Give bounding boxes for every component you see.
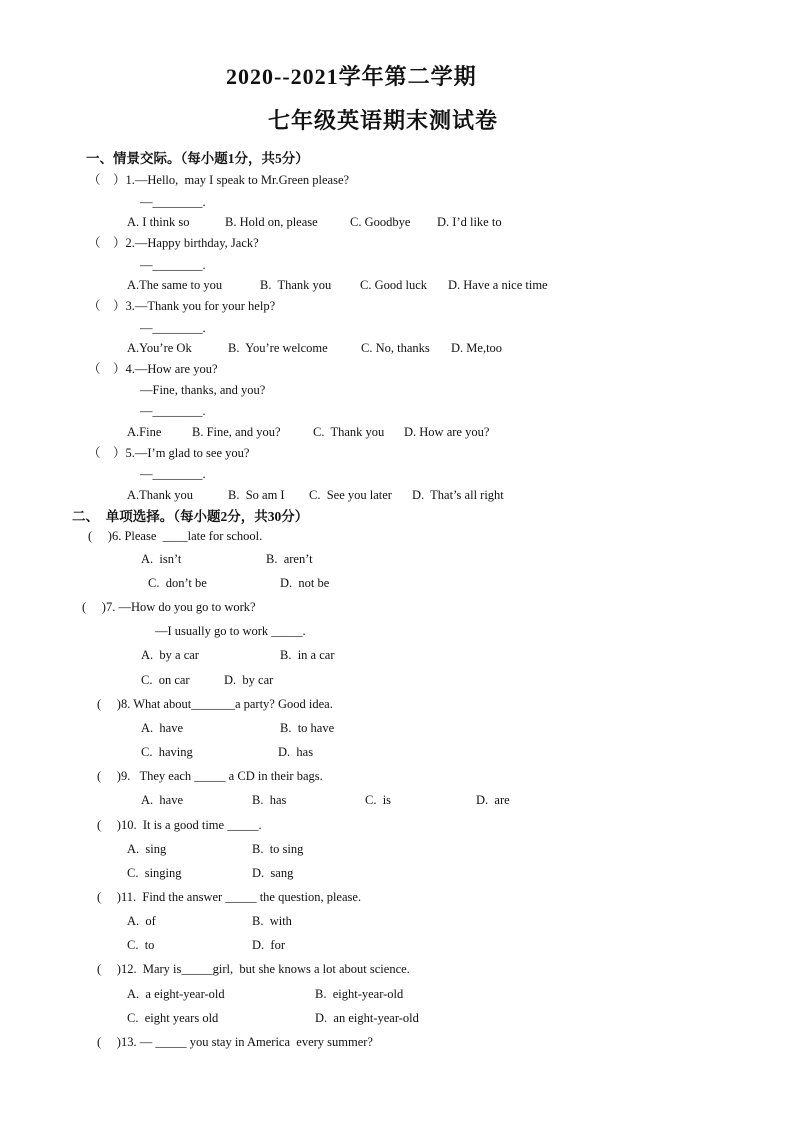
section-2-heading: 二、 单项选择。（每小题2分，共30分） — [72, 509, 309, 524]
question-9-option-a: A. have — [141, 793, 183, 807]
question-8-option-c: C. having — [141, 745, 193, 759]
question-13-stem: ( )13. — _____ you stay in America every summer? — [97, 1035, 373, 1049]
question-10-option-b: B. to sing — [252, 842, 304, 856]
question-1-answer-line: —________. — [140, 195, 206, 209]
question-9-option-c: C. is — [365, 793, 392, 807]
question-6-stem: ( )6. Please ____late for school. — [88, 529, 263, 543]
question-12-option-d: D. an eight-year-old — [315, 1011, 419, 1025]
question-12-option-c: C. eight years old — [127, 1011, 219, 1025]
question-5-option-c: C. See you later — [309, 488, 392, 502]
question-7-option-a: A. by a car — [141, 648, 199, 662]
question-5-option-b: B. So am I — [228, 488, 285, 502]
question-3-option-c: C. No, thanks — [361, 341, 430, 355]
question-5-option-d: D. That’s all right — [412, 488, 504, 502]
question-8-option-b: B. to have — [280, 721, 335, 735]
question-7-dialog-line: —I usually go to work _____. — [155, 624, 306, 638]
question-4-stem: （ ）4.—How are you? — [88, 362, 218, 376]
question-4-option-c: C. Thank you — [313, 425, 385, 439]
question-4-option-d: D. How are you? — [404, 425, 490, 439]
question-3-answer-line: —________. — [140, 321, 206, 335]
question-1-option-d: D. I’d like to — [437, 215, 502, 229]
question-7-option-c: C. on car — [141, 673, 190, 687]
question-11-stem: ( )11. Find the answer _____ the question, please. — [97, 890, 362, 904]
exam-title-subject: 七年级英语期末测试卷 — [268, 108, 499, 133]
question-11-option-c: C. to — [127, 938, 155, 952]
question-2-option-c: C. Good luck — [360, 278, 428, 292]
section-1-heading: 一、情景交际。（每小题1分，共5分） — [86, 151, 309, 166]
question-10-option-c: C. singing — [127, 866, 182, 880]
question-3-option-b: B. You’re welcome — [228, 341, 328, 355]
question-10-stem: ( )10. It is a good time _____. — [97, 818, 262, 832]
question-2-option-a: A.The same to you — [127, 278, 223, 292]
question-1-option-c: C. Goodbye — [350, 215, 411, 229]
question-6-option-c: C. don’t be — [148, 576, 207, 590]
question-6-option-a: A. isn’t — [141, 552, 182, 566]
question-5-answer-line: —________. — [140, 467, 206, 481]
question-7-stem: ( )7. —How do you go to work? — [82, 600, 256, 614]
question-1-option-b: B. Hold on, please — [225, 215, 318, 229]
question-10-option-a: A. sing — [127, 842, 167, 856]
question-5-stem: （ ）5.—I’m glad to see you? — [88, 446, 250, 460]
question-11-option-d: D. for — [252, 938, 285, 952]
question-8-option-a: A. have — [141, 721, 183, 735]
question-1-stem: （ ）1.—Hello, may I speak to Mr.Green please? — [88, 173, 350, 187]
question-6-option-b: B. aren’t — [266, 552, 313, 566]
question-6-option-d: D. not be — [280, 576, 330, 590]
exam-title-year: 2020--2021学年第二学期 — [226, 64, 477, 89]
question-7-option-d: D. by car — [224, 673, 274, 687]
question-9-stem: ( )9. They each _____ a CD in their bags. — [97, 769, 323, 783]
question-3-option-a: A.You’re Ok — [127, 341, 192, 355]
question-3-stem: （ ）3.—Thank you for your help? — [88, 299, 276, 313]
question-8-stem: ( )8. What about_______a party? Good idea. — [97, 697, 333, 711]
question-2-stem: （ ）2.—Happy birthday, Jack? — [88, 236, 259, 250]
question-11-option-a: A. of — [127, 914, 156, 928]
question-3-option-d: D. Me,too — [451, 341, 503, 355]
question-12-stem: ( )12. Mary is_____girl, but she knows a lot about science. — [97, 962, 410, 976]
question-2-answer-line: —________. — [140, 258, 206, 272]
question-10-option-d: D. sang — [252, 866, 294, 880]
question-11-option-b: B. with — [252, 914, 292, 928]
question-4-option-a: A.Fine — [127, 425, 162, 439]
question-4-option-b: B. Fine, and you? — [192, 425, 281, 439]
question-8-option-d: D. has — [278, 745, 314, 759]
question-2-option-b: B. Thank you — [260, 278, 332, 292]
question-12-option-b: B. eight-year-old — [315, 987, 404, 1001]
question-1-option-a: A. I think so — [127, 215, 190, 229]
question-7-option-b: B. in a car — [280, 648, 335, 662]
question-9-option-b: B. has — [252, 793, 287, 807]
question-9-option-d: D. are — [476, 793, 510, 807]
question-2-option-d: D. Have a nice time — [448, 278, 548, 292]
question-5-option-a: A.Thank you — [127, 488, 193, 502]
question-12-option-a: A. a eight-year-old — [127, 987, 225, 1001]
question-4-answer-line: —________. — [140, 404, 206, 418]
question-4-dialog-line: —Fine, thanks, and you? — [140, 383, 266, 397]
